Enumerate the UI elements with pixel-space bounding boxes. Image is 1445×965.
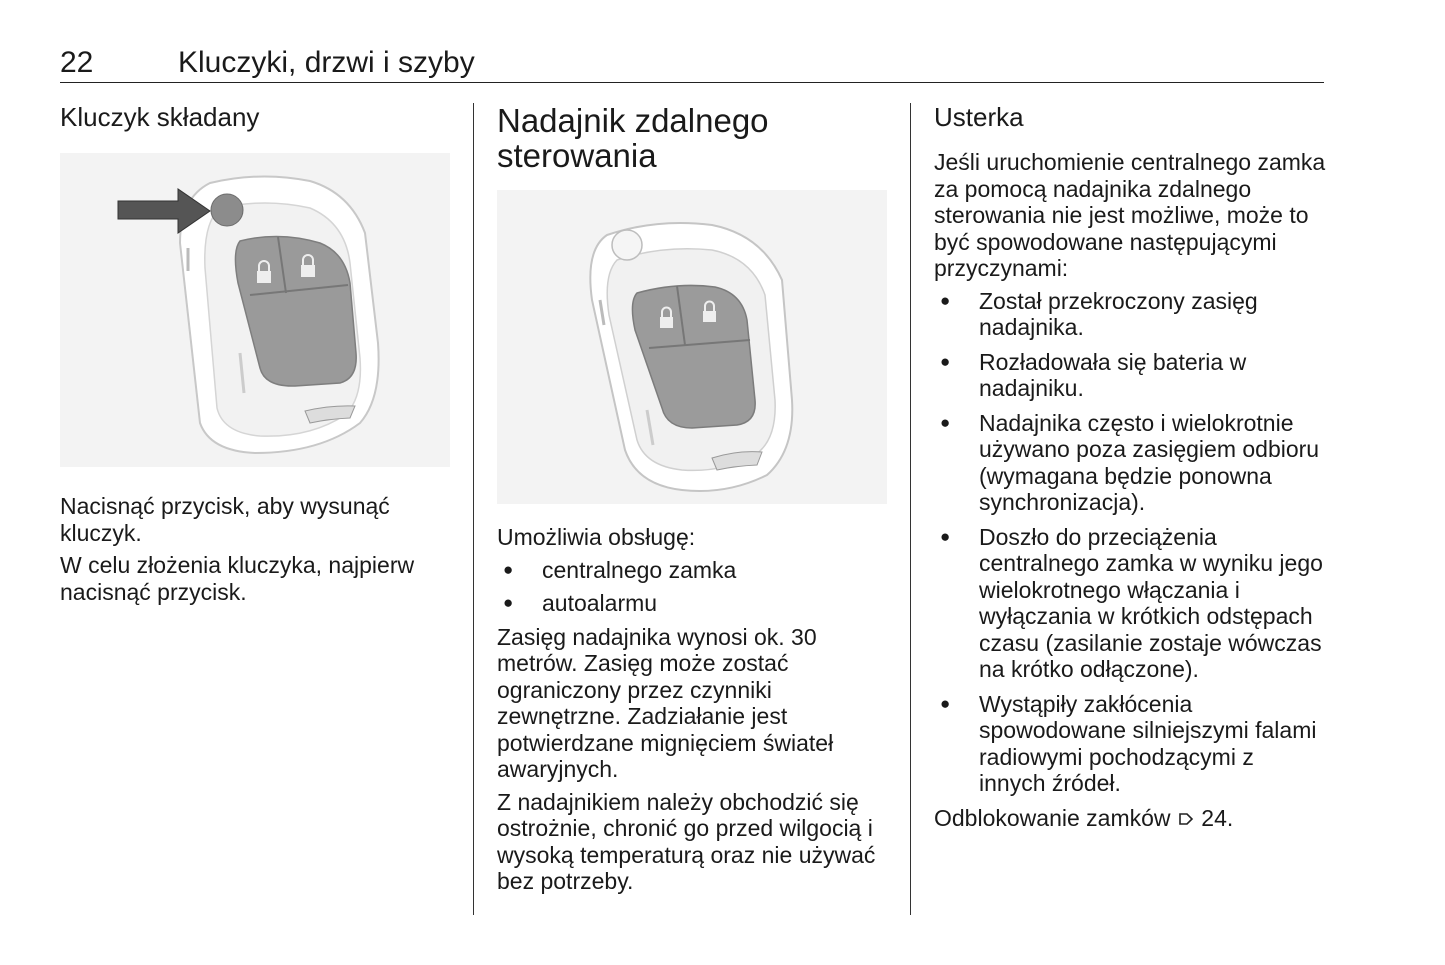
cross-reference-arrow-icon (1177, 805, 1195, 832)
paragraph: Z nadajnikiem należy obchodzić się ostrożnie, chronić go przed wilgocią i wysoką temperaturą oraz nie używać bez potrzeby. (497, 788, 876, 894)
chapter-title: Kluczyki, drzwi i szyby (178, 46, 475, 79)
list-item: ● Doszło do przeciążenia centralnego zamka w wyniku jego wielokrotnego włączania i wyłączania w krótkich odstępach czasu (zasilanie zostaje wówczas na krótko odłączone). (934, 524, 1326, 683)
paragraph: W celu złożenia kluczyka, najpierw nacisnąć przycisk. (60, 552, 415, 605)
cross-reference-text: Odblokowanie zamków (934, 804, 1171, 831)
column-malfunction (934, 100, 1326, 837)
list-item: ● Rozładowała się bateria w nadajniku. (934, 349, 1326, 402)
cross-reference-page: 24. (1201, 804, 1234, 831)
bullet-list (497, 557, 889, 617)
section-heading-remote-transmitter: Nadajnik zdalnego sterowania (497, 102, 769, 174)
column-folding-key (60, 100, 452, 611)
paragraph: Nacisnąć przycisk, aby wysunąć kluczyk. (60, 493, 390, 546)
section-heading-folding-key: Kluczyk składany (60, 102, 260, 132)
cross-reference[interactable] (934, 805, 1326, 832)
page-header (60, 44, 1324, 83)
folding-key-illustration (60, 153, 450, 467)
list-item: ● Wystąpiły zakłócenia spowodowane silniejszymi falami radiowymi pochodzącymi z innych źródeł. (934, 691, 1326, 797)
list-item: ● autoalarmu (497, 590, 889, 617)
page-number: 22 (60, 46, 94, 79)
bullet-list (934, 288, 1326, 797)
paragraph-intro: Umożliwia obsługę: (497, 524, 696, 550)
column-divider (473, 103, 474, 915)
folding-key-figure (60, 153, 450, 467)
list-item: ● centralnego zamka (497, 557, 889, 584)
paragraph-intro: Jeśli uruchomienie centralnego zamka za pomocą nadajnika zdalnego sterowania nie jest możliwe, może to być spowodowane następującymi przyczynami: (934, 149, 1326, 281)
list-item: ● Został przekroczony zasięg nadajnika. (934, 288, 1326, 341)
remote-transmitter-illustration (497, 190, 887, 504)
section-heading-malfunction: Usterka (934, 102, 1024, 132)
remote-transmitter-figure (497, 190, 887, 504)
paragraph: Zasięg nadajnika wynosi ok. 30 metrów. Zasięg może zostać ograniczony przez czynniki zewnętrzne. Zadziałanie jest potwierdzane mignięciem świateł awaryjnych. (497, 623, 834, 782)
column-divider (910, 103, 911, 915)
column-remote-transmitter (497, 100, 889, 901)
list-item: ● Nadajnika często i wielokrotnie używano poza zasięgiem odbioru (wymagana będzie ponowna synchronizacja). (934, 410, 1326, 516)
